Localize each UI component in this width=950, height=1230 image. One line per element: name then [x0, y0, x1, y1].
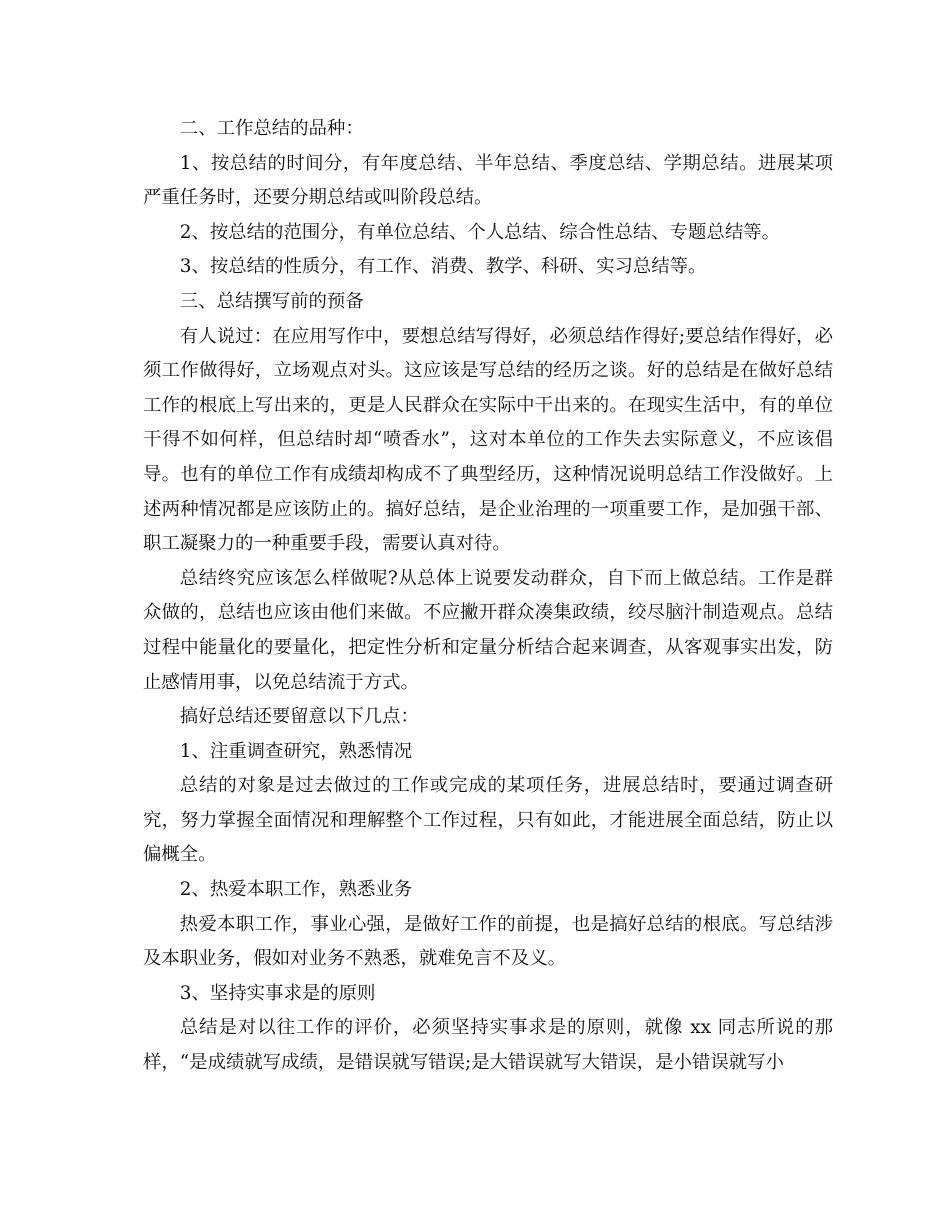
- subheading-research: 1、注重调查研究，熟悉情况: [179, 740, 413, 762]
- document-body: [143, 112, 833, 1081]
- subheading-seek-truth: 3、坚持实事求是的原则: [179, 982, 376, 1004]
- body-paragraph: 搞好总结还要留意以下几点：: [179, 706, 419, 728]
- subheading-love-work: 2、热爱本职工作，熟悉业务: [179, 879, 413, 901]
- list-item-by-nature: 3、按总结的性质分，有工作、消费、教学、科研、实习总结等。: [179, 256, 707, 278]
- body-paragraph: 总结是对以往工作的评价，必须坚持实事求是的原则，就像 xx 同志所说的那样，“是成绩就写成绩，是错误就写错误;是大错误就写大错误，是小错误就写小: [143, 1017, 833, 1074]
- body-paragraph: 总结的对象是过去做过的工作或完成的某项任务，进展总结时，要通过调查研究，努力掌握全面情况和理解整个工作过程，只有如此，才能进展全面总结，防止以偏概全。: [143, 775, 833, 866]
- section-heading-types: 二、工作总结的品种：: [179, 118, 364, 139]
- list-item-by-scope: 2、按总结的范围分，有单位总结、个人总结、综合性总结、专题总结等。: [179, 221, 780, 243]
- body-paragraph: 总结终究应该怎么样做呢?从总体上说要发动群众，自下而上做总结。工作是群众做的，总结也应该由他们来做。不应撇开群众凑集政绩，绞尽脑汁制造观点。总结过程中能量化的要量化，把定性分析和定量分析结合起来调查，从客观事实出发，防止感情用事，以免总结流于方式。: [143, 567, 833, 693]
- body-paragraph: 热爱本职工作，事业心强，是做好工作的前提，也是搞好总结的根底。写总结涉及本职业务，假如对业务不熟悉，就难免言不及义。: [143, 913, 833, 970]
- body-paragraph: 有人说过：在应用写作中，要想总结写得好，必须总结作得好;要总结作得好，必须工作做得好，立场观点对头。这应该是写总结的经历之谈。好的总结是在做好总结工作的根底上写出来的，更是人民群众在实际中干出来的。在现实生活中，有的单位干得不如何样，但总结时却“喷香水”，这对本单位的工作失去实际意义，不应该倡导。也有的单位工作有成绩却构成不了典型经历，这种情况说明总结工作没做好。上述两种情况都是应该防止的。搞好总结，是企业治理的一项重要工作，是加强干部、职工凝聚力的一种重要手段，需要认真对待。: [143, 325, 833, 555]
- section-heading-preparation: 三、总结撰写前的预备: [179, 290, 364, 312]
- list-item-by-time: 1、按总结的时间分，有年度总结、半年总结、季度总结、学期总结。进展某项严重任务时，还要分期总结或叫阶段总结。: [143, 152, 833, 209]
